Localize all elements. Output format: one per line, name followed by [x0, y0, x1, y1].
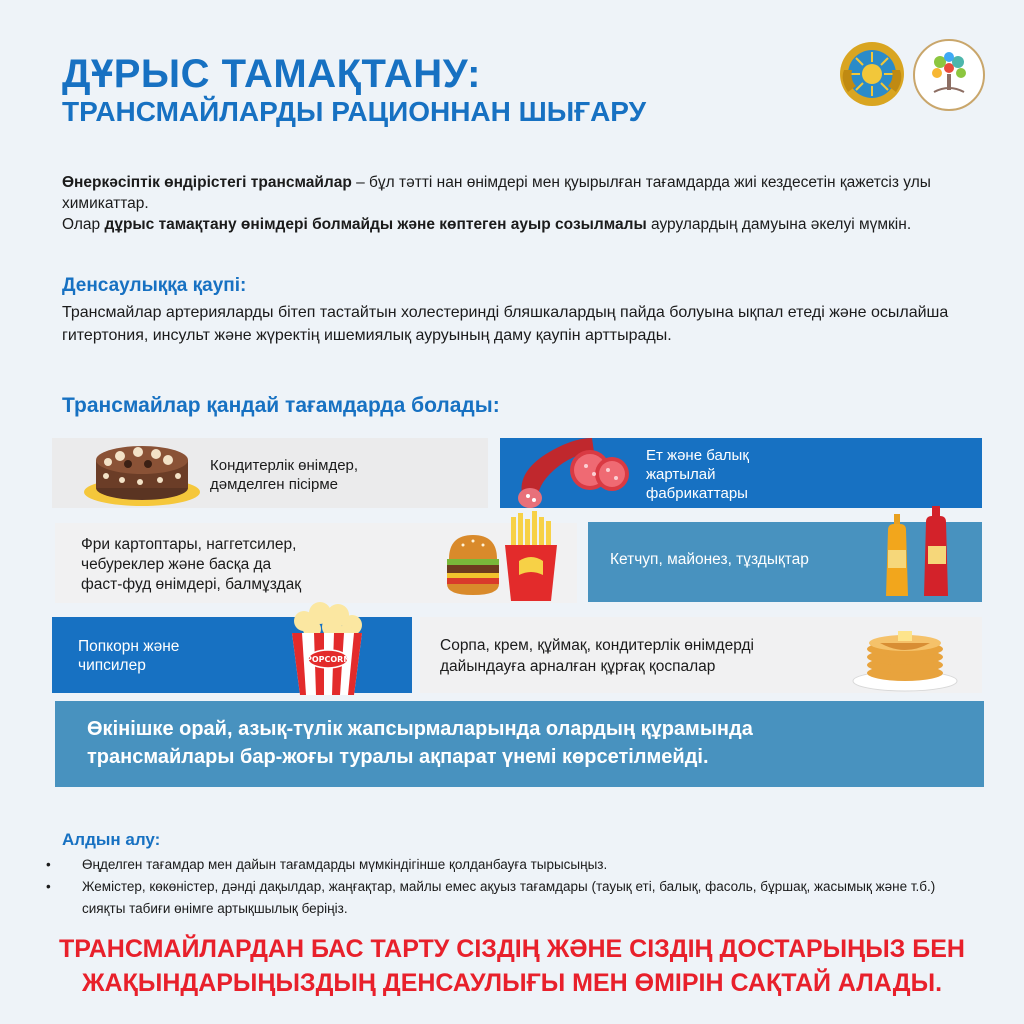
intro-rest-1: – бұл тәтті нан өнімдері мен қуырылған тағамдарда жиі кездесетін қажетсіз улы химикаттар. [62, 174, 931, 212]
warning-banner [55, 701, 984, 787]
prevention-list [46, 854, 976, 920]
banner-line-2: трансмайлары бар-жоғы туралы ақпарат үнемі көрсетілмейді. [87, 746, 709, 768]
food-line: Сорпа, крем, құймақ, кондитерлік өнімдерді [440, 637, 754, 654]
food-card-fast-food [55, 523, 577, 603]
food-card-text [646, 446, 749, 503]
banner-line-1: Өкінішке орай, азық-түлік жапсырмаларында олардың құрамында [87, 718, 753, 740]
food-line: чипсилер [78, 657, 146, 674]
popcorn-label: POPCORN [305, 655, 351, 664]
food-card-text [81, 535, 301, 595]
intro-text [62, 172, 974, 235]
pancakes-icon [850, 617, 960, 693]
footer-line-2: ЖАҚЫНДАРЫҢЫЗДЫҢ ДЕНСАУЛЫҒЫ МЕН ӨМІРІН САҚТАЙ АЛАДЫ. [81, 969, 943, 997]
list-item: • Өңделген тағамдар мен дайын тағамдарды мүмкіндігінше қолданбауға тырысыңыз. [46, 854, 976, 876]
intro-rest-2: аурулардың дамуына әкелуі мүмкін. [646, 216, 912, 233]
intro-bold-2: дұрыс тамақтану өнімдері болмайды және көптеген ауыр созылмалы [104, 216, 647, 233]
food-line: Фри картоптары, наггетсилер, [81, 536, 297, 553]
food-card-text [210, 456, 358, 494]
food-line: дайындауға арналған құрғақ қоспалар [440, 658, 716, 675]
food-line: чебуреклер және басқа да [81, 556, 272, 573]
popcorn-icon [282, 597, 372, 697]
food-card-text [440, 635, 754, 677]
footer-line-1: ТРАНСМАЙЛАРДАН БАС ТАРТУ СІЗДІҢ ЖӘНЕ СІЗДІҢ ДОСТАРЫҢЫЗ БЕН [59, 935, 965, 963]
food-card-meat-fish [500, 438, 982, 508]
title-line-1: ДҰРЫС ТАМАҚТАНУ: [62, 52, 481, 96]
food-line: Попкорн және [78, 638, 180, 655]
food-line: дәмделген пісірме [210, 476, 338, 493]
food-card-confectionery [52, 438, 488, 508]
food-card-dry-mixes [420, 617, 982, 693]
intro-paragraph-1 [62, 172, 974, 214]
intro-paragraph-2 [62, 214, 974, 235]
burger-fries-icon [439, 509, 563, 605]
food-line: Кетчуп, майонез, тұздықтар [610, 551, 809, 568]
intro-bold-1: Өнеркәсіптік өндірістегі трансмайлар [62, 174, 352, 191]
food-card-popcorn [52, 617, 412, 693]
foods-heading: Трансмайлар қандай тағамдарда болады: [62, 394, 500, 417]
footer-call-to-action [40, 932, 984, 1000]
risk-text: Трансмайлар артерияларды бітеп тастайтын холестеринді бляшкалардың пайда болуына ықпал етеді және осылайша гитертония, инсульт және жүректің ишемиялық ауруының даму қаупін арттырады. [62, 304, 949, 344]
cake-icon [82, 430, 202, 510]
title-line-2: ТРАНСМАЙЛАРДЫ РАЦИОННАН ШЫҒАРУ [62, 96, 647, 127]
food-line: Ет және балық [646, 447, 749, 464]
food-line: Кондитерлік өнімдер, [210, 457, 359, 474]
list-item: • Жемістер, көкөністер, дәнді дақылдар, жаңғақтар, майлы емес ақуыз тағамдары (тауық еті, балық, фасоль, бұршақ, жасымық және т.б.) сияқты табиғи өнімге артықшылық беріңіз. [46, 876, 976, 920]
sausage-icon [508, 432, 634, 508]
food-line: жартылай [646, 466, 716, 483]
state-emblem-icon [838, 40, 906, 108]
sauce-bottles-icon [880, 506, 960, 602]
food-card-text [610, 550, 809, 569]
risk-heading: Денсаулыққа қаупі: [62, 275, 247, 296]
health-center-logo-icon [912, 38, 986, 112]
intro-start-2: Олар [62, 216, 105, 233]
food-line: фаст-фуд өнімдері, балмұздақ [81, 576, 301, 593]
food-card-sauces [588, 522, 982, 602]
prevention-heading: Алдын алу: [62, 830, 161, 849]
food-card-text [78, 637, 179, 675]
food-line: фабрикаттары [646, 485, 748, 502]
